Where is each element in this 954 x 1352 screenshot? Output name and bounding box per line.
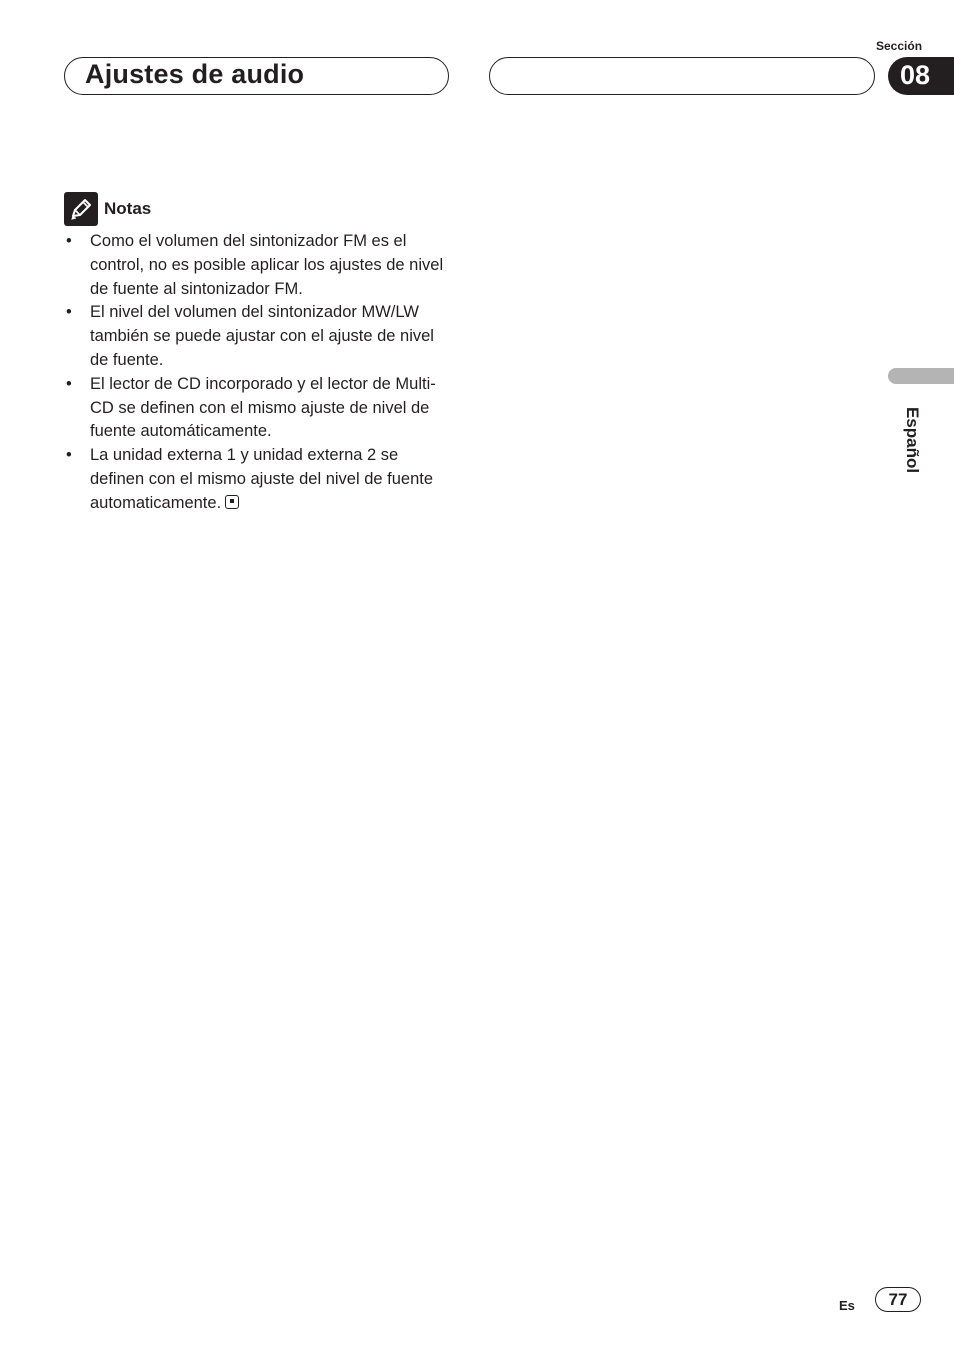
- notes-title: Notas: [104, 199, 152, 218]
- end-of-section-icon: [225, 495, 239, 509]
- bullet: •: [66, 232, 72, 250]
- list-item: [64, 301, 456, 372]
- language-label: Español: [903, 406, 922, 474]
- list-item: [64, 230, 456, 301]
- bullet: •: [66, 303, 72, 322]
- section-title-frame: [64, 57, 449, 95]
- bullet: •: [66, 374, 72, 393]
- page-number: 77: [875, 1287, 921, 1312]
- pencil-icon: [64, 192, 98, 226]
- section-label: Sección: [876, 39, 923, 53]
- list-item: [64, 444, 456, 515]
- notes-list: [64, 230, 456, 516]
- language-tab: [888, 368, 954, 384]
- note-text: La unidad externa 1 y unidad externa 2 se definen con el mismo ajuste del nivel de fuente automaticamente.: [90, 446, 434, 512]
- note-text: El lector de CD incorporado y el lector de Multi-CD se definen con el mismo ajuste de nivel de fuente automáticamente.: [90, 374, 436, 441]
- header-blank-frame: [489, 57, 875, 95]
- footer-language-code: Es: [839, 1298, 855, 1313]
- note-text: El nivel del volumen del sintonizador MW/LW también se puede ajustar con el ajuste de nivel de fuente.: [90, 303, 434, 369]
- list-item: [64, 373, 456, 444]
- notes-header: [64, 192, 151, 226]
- page-title: Ajustes de audio: [85, 59, 305, 89]
- bullet: •: [66, 446, 72, 465]
- section-tab: [888, 57, 954, 95]
- section-number: 08: [900, 60, 931, 90]
- note-text: Como el volumen del sintonizador FM es el control, no es posible aplicar los ajustes de nivel de fuente al sintonizador FM.: [90, 232, 444, 298]
